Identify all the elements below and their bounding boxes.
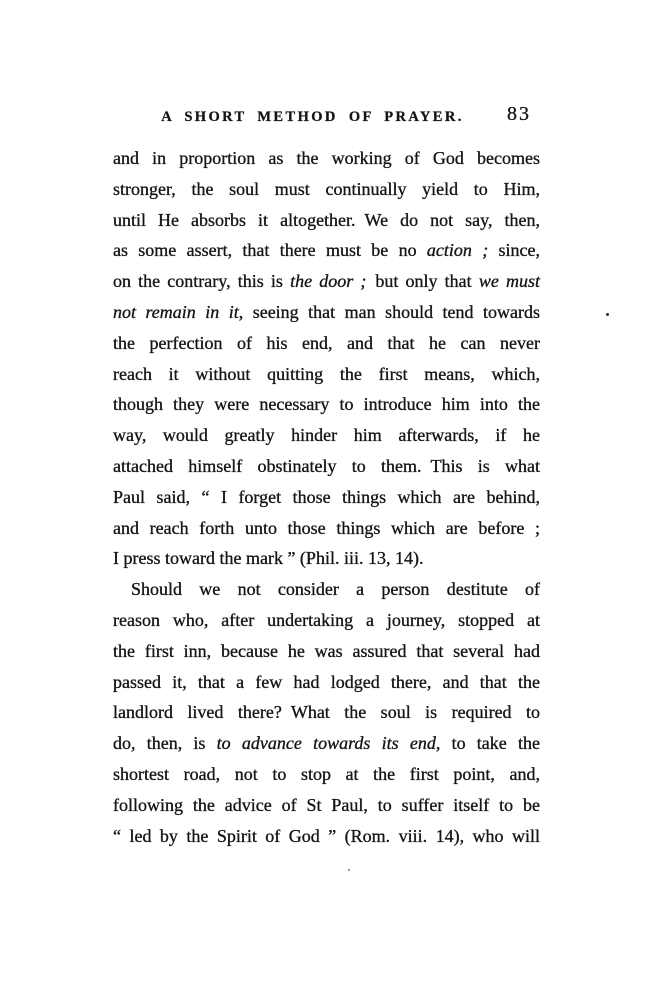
text-run: since, xyxy=(488,240,540,261)
text-run: the perfection of his end, and that he can never xyxy=(113,332,540,353)
text-line xyxy=(113,513,540,544)
text-line xyxy=(113,297,540,328)
text-run: passed it, that a few had lodged there, and that the xyxy=(113,671,540,692)
text-line xyxy=(113,174,540,205)
text-line xyxy=(113,728,540,759)
text-line xyxy=(113,543,540,574)
text-run: , seeing that man should tend towards xyxy=(238,301,540,322)
italic-text-run: not remain in it xyxy=(113,301,239,322)
italic-text-run: the door ; xyxy=(290,271,367,292)
text-line xyxy=(113,821,540,852)
paragraph xyxy=(113,574,540,851)
text-line xyxy=(113,451,540,482)
text-run: the first inn, because he was assured that several had xyxy=(113,640,540,661)
text-run: but only that xyxy=(366,271,479,292)
italic-text-run: to advance towards its end xyxy=(216,733,436,754)
text-run: Should we not consider a person destitute of xyxy=(131,579,540,600)
page-title: A SHORT METHOD OF PRAYER. xyxy=(161,109,464,125)
text-run: stronger, the soul must continually yield to Him, xyxy=(113,178,540,199)
page-text xyxy=(113,143,540,851)
text-run: and reach forth unto those things which are before ; xyxy=(113,517,540,538)
scan-speck xyxy=(606,313,609,316)
text-run: attached himself obstinately to them. This is what xyxy=(113,455,540,476)
text-line xyxy=(113,359,540,390)
text-line xyxy=(113,266,540,297)
paragraph xyxy=(113,143,540,574)
text-run: until He absorbs it altogether. We do not say, then, xyxy=(113,209,540,230)
text-line xyxy=(113,235,540,266)
text-run: way, would greatly hinder him afterwards, if he xyxy=(113,425,540,446)
text-line xyxy=(113,205,540,236)
italic-text-run: we must xyxy=(478,271,540,292)
text-run: “ led by the Spirit of God ” (Rom. viii. 14), who will xyxy=(113,825,540,846)
text-line xyxy=(113,636,540,667)
running-header xyxy=(113,103,540,130)
text-line xyxy=(113,605,540,636)
text-line xyxy=(113,389,540,420)
text-run: following the advice of St Paul, to suffer itself to be xyxy=(113,794,540,815)
text-run: though they were necessary to introduce him into the xyxy=(113,394,540,415)
italic-text-run: action ; xyxy=(426,240,489,261)
text-line xyxy=(113,328,540,359)
text-line xyxy=(113,143,540,174)
text-run: on the contrary, this is xyxy=(113,271,291,292)
page-number: 83 xyxy=(507,103,531,125)
text-run: , to take the xyxy=(435,733,540,754)
text-run: as some assert, that there must be no xyxy=(113,240,427,261)
text-run: do, then, is xyxy=(113,733,217,754)
text-run: and in proportion as the working of God becomes xyxy=(113,148,540,168)
text-line xyxy=(113,667,540,698)
text-line xyxy=(113,420,540,451)
text-line xyxy=(113,482,540,513)
scan-speck xyxy=(348,869,350,871)
text-run: shortest road, not to stop at the first point, and, xyxy=(113,763,540,784)
text-run: landlord lived there? What the soul is required to xyxy=(113,702,540,723)
text-run: I press toward the mark ” (Phil. iii. 13, 14). xyxy=(113,548,424,569)
text-line xyxy=(113,574,540,605)
text-line xyxy=(113,697,540,728)
text-run: Paul said, “ I forget those things which are behind, xyxy=(113,486,540,507)
text-line xyxy=(113,790,540,821)
text-run: reason who, after undertaking a journey, stopped at xyxy=(113,609,540,630)
text-run: reach it without quitting the first means, which, xyxy=(113,363,540,384)
text-line xyxy=(113,759,540,790)
